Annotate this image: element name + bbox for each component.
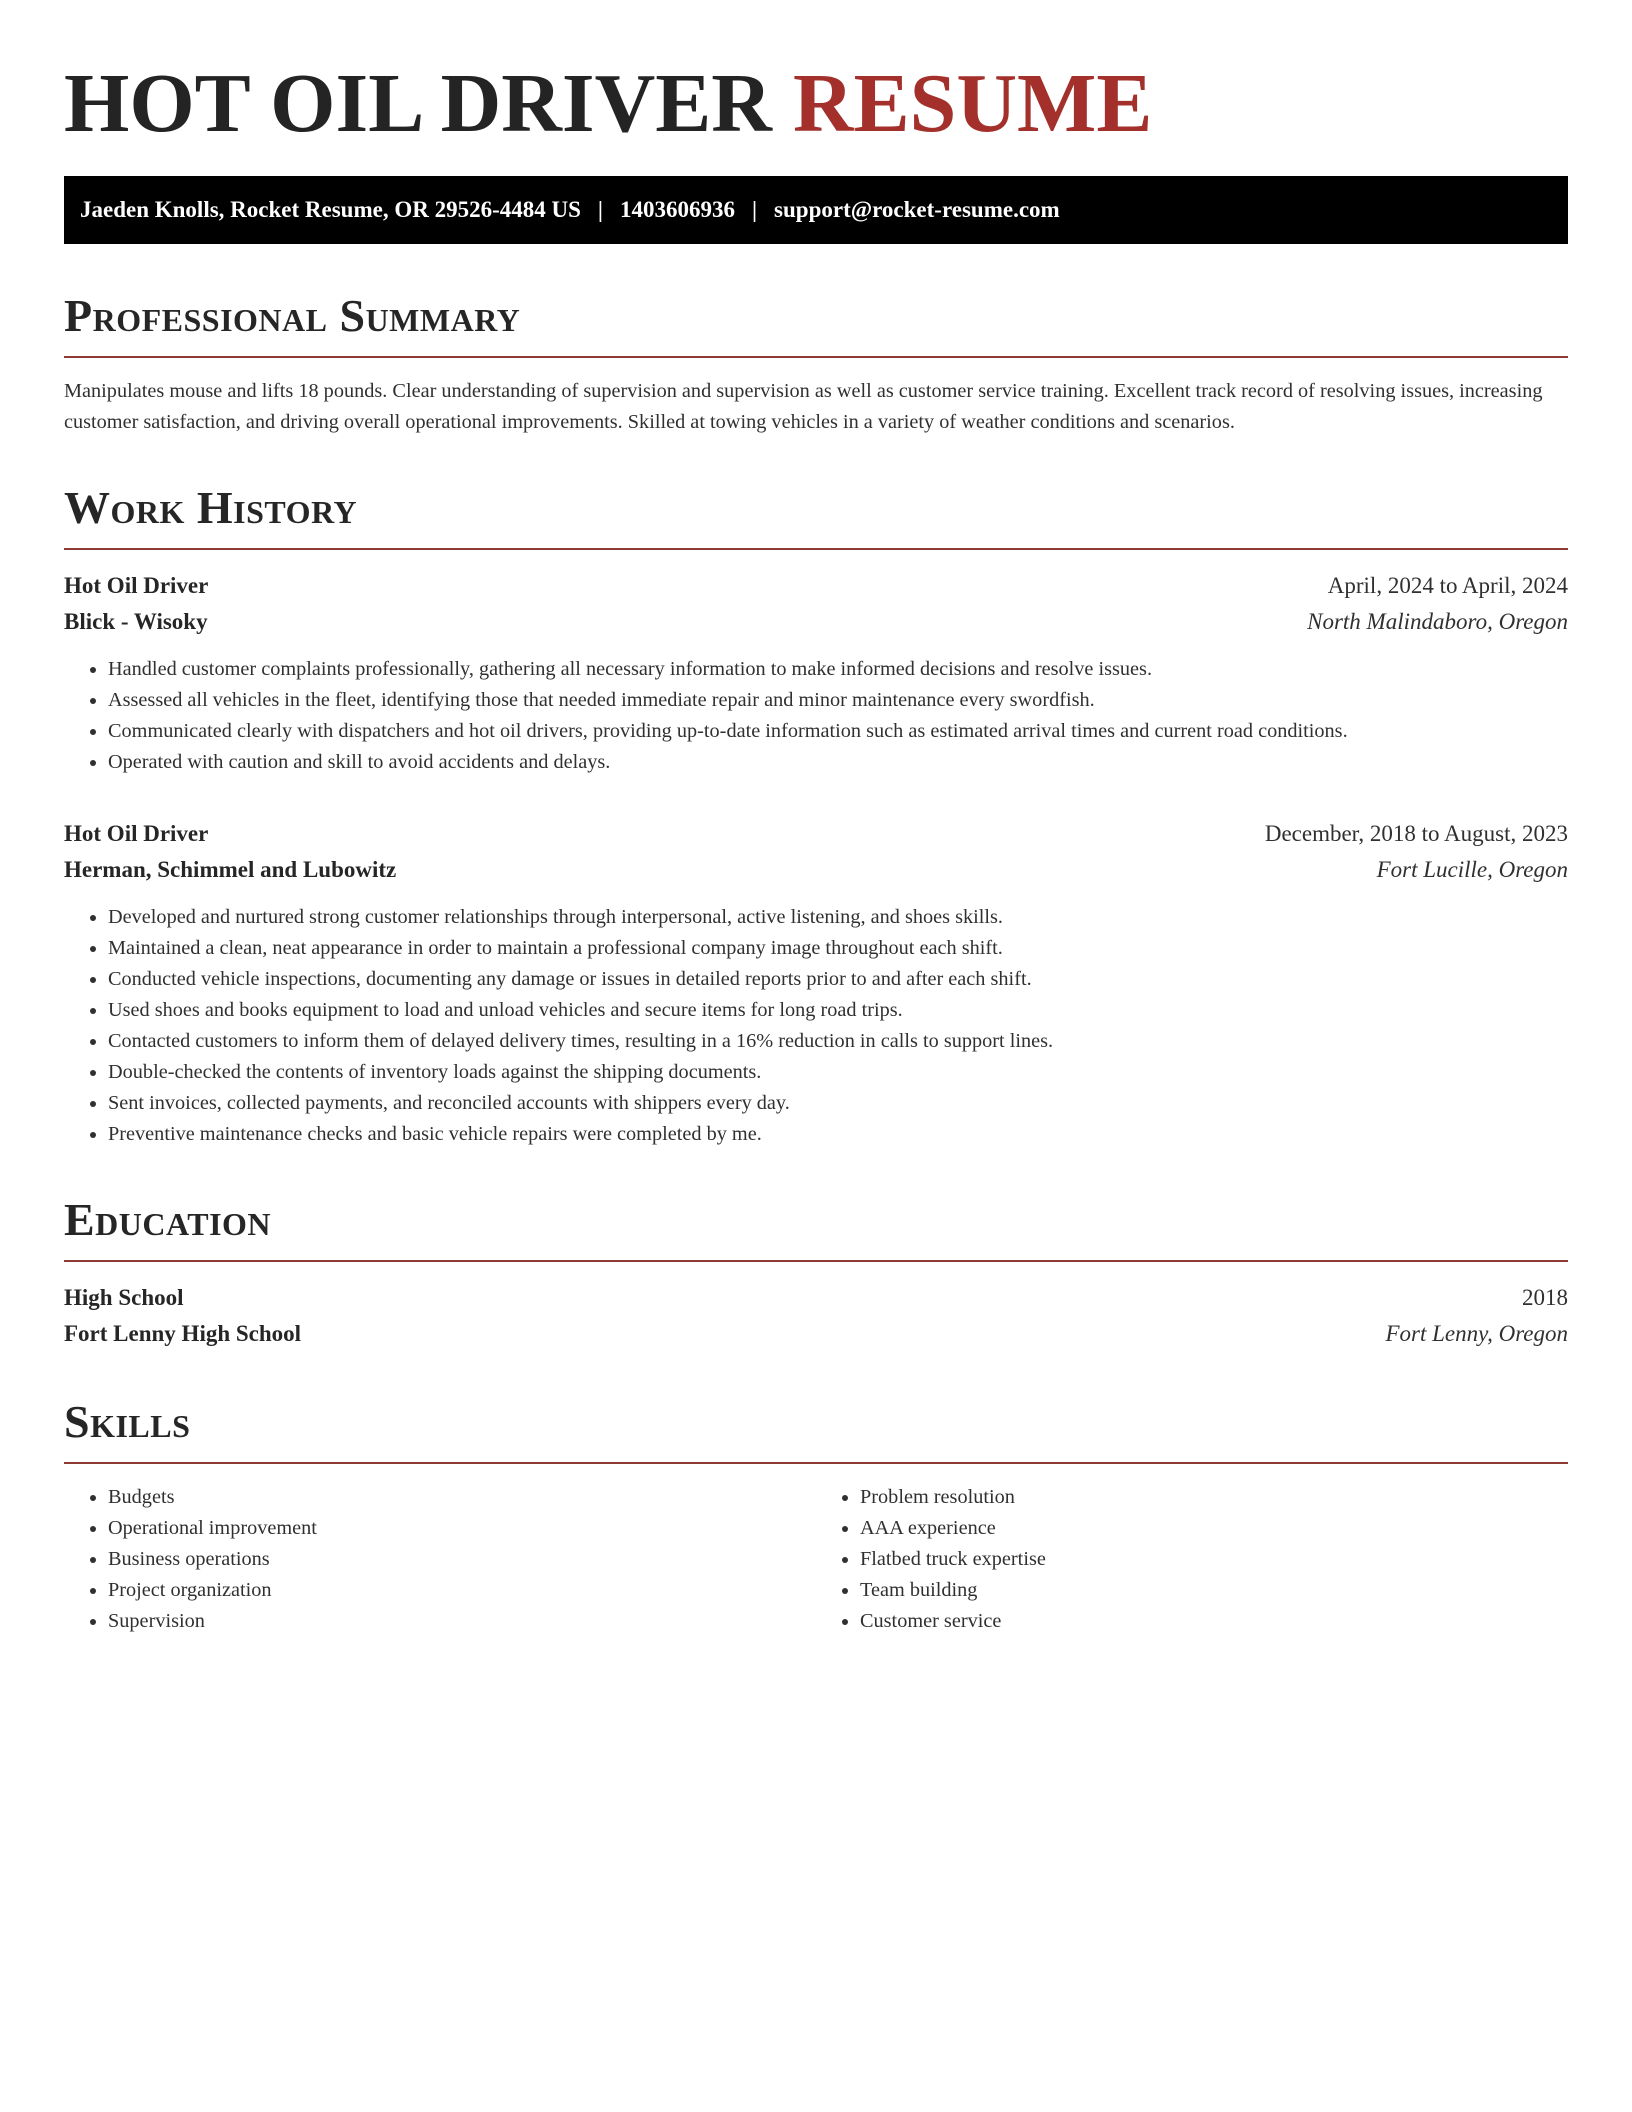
education-school: Fort Lenny High School	[64, 1321, 302, 1346]
job-bullet: • Assessed all vehicles in the fleet, identifying those that needed immediate repair and minor maintenance every swordfish.	[108, 685, 1568, 716]
contact-email: support@rocket-resume.com	[774, 197, 1060, 222]
job-bullet: • Handled customer complaints professionally, gathering all necessary information to make informed decisions and resolve issues.	[108, 654, 1568, 685]
skill-item: • AAA experience	[860, 1513, 1568, 1544]
job-location: Fort Lucille, Oregon	[1376, 857, 1568, 882]
skill-item: • Project organization	[108, 1575, 816, 1606]
skill-item: • Team building	[860, 1575, 1568, 1606]
skills-grid	[64, 1482, 1568, 1637]
job-location: North Malindaboro, Oregon	[1307, 609, 1568, 634]
job-bullet: • Preventive maintenance checks and basic vehicle repairs were completed by me.	[108, 1119, 1568, 1150]
section-divider	[64, 1260, 1568, 1262]
contact-separator: |	[597, 197, 603, 222]
education-location: Fort Lenny, Oregon	[1385, 1321, 1568, 1346]
job-entry	[64, 568, 1568, 778]
job-bullet: • Operated with caution and skill to avoid accidents and delays.	[108, 747, 1568, 778]
skill-item: • Problem resolution	[860, 1482, 1568, 1513]
skill-item: • Customer service	[860, 1606, 1568, 1637]
job-bullet: • Contacted customers to inform them of delayed delivery times, resulting in a 16% reduction in calls to support lines.	[108, 1026, 1568, 1057]
section-divider	[64, 356, 1568, 358]
job-title: Hot Oil Driver	[64, 821, 209, 846]
job-bullet: • Maintained a clean, neat appearance in order to maintain a professional company image throughout each shift.	[108, 933, 1568, 964]
skills-column-right	[816, 1482, 1568, 1637]
skills-section	[64, 1396, 1568, 1637]
skill-item: • Business operations	[108, 1544, 816, 1575]
work-history-section	[64, 482, 1568, 1150]
job-dates: December, 2018 to August, 2023	[1264, 821, 1568, 846]
contact-phone: 1403606936	[619, 197, 735, 222]
job-bullets	[64, 654, 1568, 778]
education-section	[64, 1194, 1568, 1352]
job-company: Herman, Schimmel and Lubowitz	[64, 857, 397, 882]
job-bullets	[64, 902, 1568, 1150]
education-school-row	[64, 1316, 1568, 1352]
education-entry	[64, 1280, 1568, 1352]
contact-address: Jaeden Knolls, Rocket Resume, OR 29526-4484 US	[80, 197, 581, 222]
skills-column-left	[64, 1482, 816, 1637]
job-bullet: • Sent invoices, collected payments, and reconciled accounts with shippers every day.	[108, 1088, 1568, 1119]
job-bullet: • Conducted vehicle inspections, documenting any damage or issues in detailed reports prior to and after each shift.	[108, 964, 1568, 995]
title-main: HOT OIL DRIVER	[64, 57, 772, 150]
summary-section	[64, 290, 1568, 438]
job-bullet: • Communicated clearly with dispatchers and hot oil drivers, providing up-to-date information such as estimated arrival times and current road conditions.	[108, 716, 1568, 747]
skills-heading: Skills	[64, 1396, 191, 1447]
contact-separator: |	[751, 197, 758, 222]
section-divider	[64, 1462, 1568, 1464]
contact-bar	[64, 176, 1568, 244]
job-entry	[64, 816, 1568, 1150]
job-header-row	[64, 816, 1568, 852]
job-company-row	[64, 852, 1568, 888]
skill-item: • Budgets	[108, 1482, 816, 1513]
job-title: Hot Oil Driver	[64, 573, 209, 598]
job-bullet: • Double-checked the contents of inventory loads against the shipping documents.	[108, 1057, 1568, 1088]
job-bullet: • Developed and nurtured strong customer relationships through interpersonal, active listening, and shoes skills.	[108, 902, 1568, 933]
resume-title	[64, 56, 1568, 152]
skill-item: • Operational improvement	[108, 1513, 816, 1544]
education-degree: High School	[64, 1285, 184, 1310]
summary-heading: Professional Summary	[64, 290, 521, 341]
education-heading: Education	[64, 1194, 272, 1245]
job-dates: April, 2024 to April, 2024	[1327, 573, 1568, 598]
job-company: Blick - Wisoky	[64, 609, 208, 634]
job-bullet: • Used shoes and books equipment to load and unload vehicles and secure items for long road trips.	[108, 995, 1568, 1026]
skill-item: • Supervision	[108, 1606, 816, 1637]
title-accent: RESUME	[792, 57, 1153, 150]
education-year: 2018	[1522, 1285, 1568, 1310]
job-company-row	[64, 604, 1568, 640]
education-header-row	[64, 1280, 1568, 1316]
job-header-row	[64, 568, 1568, 604]
work-history-heading: Work History	[64, 482, 358, 533]
summary-text: Manipulates mouse and lifts 18 pounds. Clear understanding of supervision and supervision as well as customer service training. Excellent track record of resolving issues, increasing customer satisfaction, and driving overall operational improvements. Skilled at towing vehicles in a variety of weather conditions and scenarios.	[64, 380, 1543, 433]
section-divider	[64, 548, 1568, 550]
skill-item: • Flatbed truck expertise	[860, 1544, 1568, 1575]
